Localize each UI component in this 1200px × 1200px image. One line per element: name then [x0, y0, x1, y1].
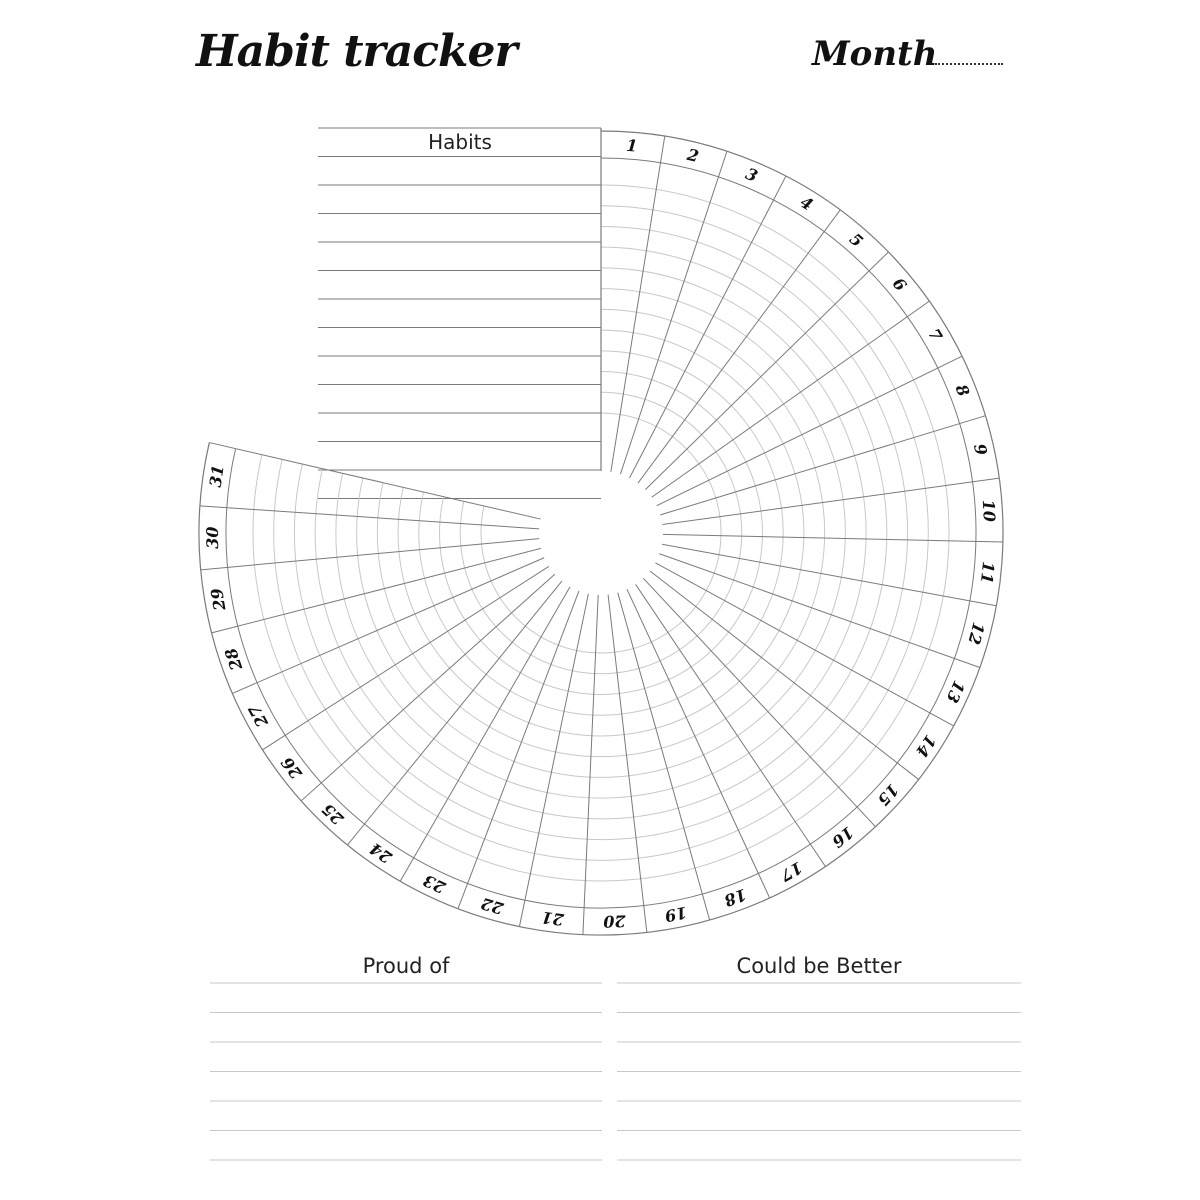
day-spoke — [638, 210, 840, 483]
habit-list — [318, 128, 601, 499]
day-label-12: 12 — [964, 620, 989, 647]
day-spoke — [608, 595, 647, 933]
day-spoke — [643, 578, 875, 826]
day-label-13: 13 — [942, 677, 969, 706]
day-label-6: 6 — [888, 274, 911, 295]
day-spoke — [209, 443, 540, 519]
day-spoke — [663, 534, 1003, 542]
day-label-28: 28 — [220, 645, 247, 673]
day-label-31: 31 — [205, 463, 228, 489]
day-label-17: 17 — [777, 857, 806, 886]
day-spoke — [263, 566, 549, 749]
could-be-better-heading: Could be Better — [736, 954, 902, 978]
day-label-22: 22 — [478, 893, 506, 919]
day-label-24: 24 — [366, 838, 396, 868]
day-spoke — [212, 548, 541, 632]
day-label-3: 3 — [742, 163, 761, 186]
day-spoke — [659, 554, 979, 668]
day-spoke — [618, 593, 710, 920]
proud-of-heading: Proud of — [362, 954, 450, 978]
day-spoke — [347, 581, 561, 845]
day-label-29: 29 — [206, 586, 230, 612]
day-label-25: 25 — [318, 799, 348, 829]
day-label-2: 2 — [685, 144, 701, 167]
day-label-14: 14 — [911, 731, 940, 761]
day-label-23: 23 — [420, 870, 449, 898]
day-spoke — [627, 589, 770, 898]
day-spoke — [200, 506, 539, 529]
day-label-16: 16 — [828, 822, 858, 852]
day-label-1: 1 — [625, 135, 639, 156]
day-label-7: 7 — [924, 325, 947, 345]
notes-lines — [210, 983, 1021, 1160]
day-label-5: 5 — [845, 229, 867, 251]
day-spoke — [652, 301, 930, 497]
day-label-20: 20 — [602, 911, 626, 932]
habits-header: Habits — [428, 130, 492, 154]
day-spoke — [201, 539, 540, 570]
day-label-18: 18 — [721, 884, 750, 911]
day-label-21: 21 — [540, 907, 565, 930]
day-label-9: 9 — [969, 442, 991, 458]
day-label-15: 15 — [873, 780, 903, 810]
day-label-8: 8 — [951, 381, 974, 400]
day-label-26: 26 — [277, 753, 306, 783]
day-label-27: 27 — [244, 701, 272, 731]
day-spoke — [630, 176, 786, 478]
day-label-30: 30 — [202, 526, 223, 549]
day-label-4: 4 — [796, 192, 817, 215]
month-label: Month — [812, 34, 938, 74]
day-spoke — [657, 356, 962, 506]
page-title: Habit tracker — [196, 26, 517, 77]
day-label-19: 19 — [663, 902, 689, 926]
day-spoke — [583, 595, 598, 935]
day-label-10: 10 — [978, 499, 999, 523]
day-label-11: 11 — [976, 560, 999, 585]
